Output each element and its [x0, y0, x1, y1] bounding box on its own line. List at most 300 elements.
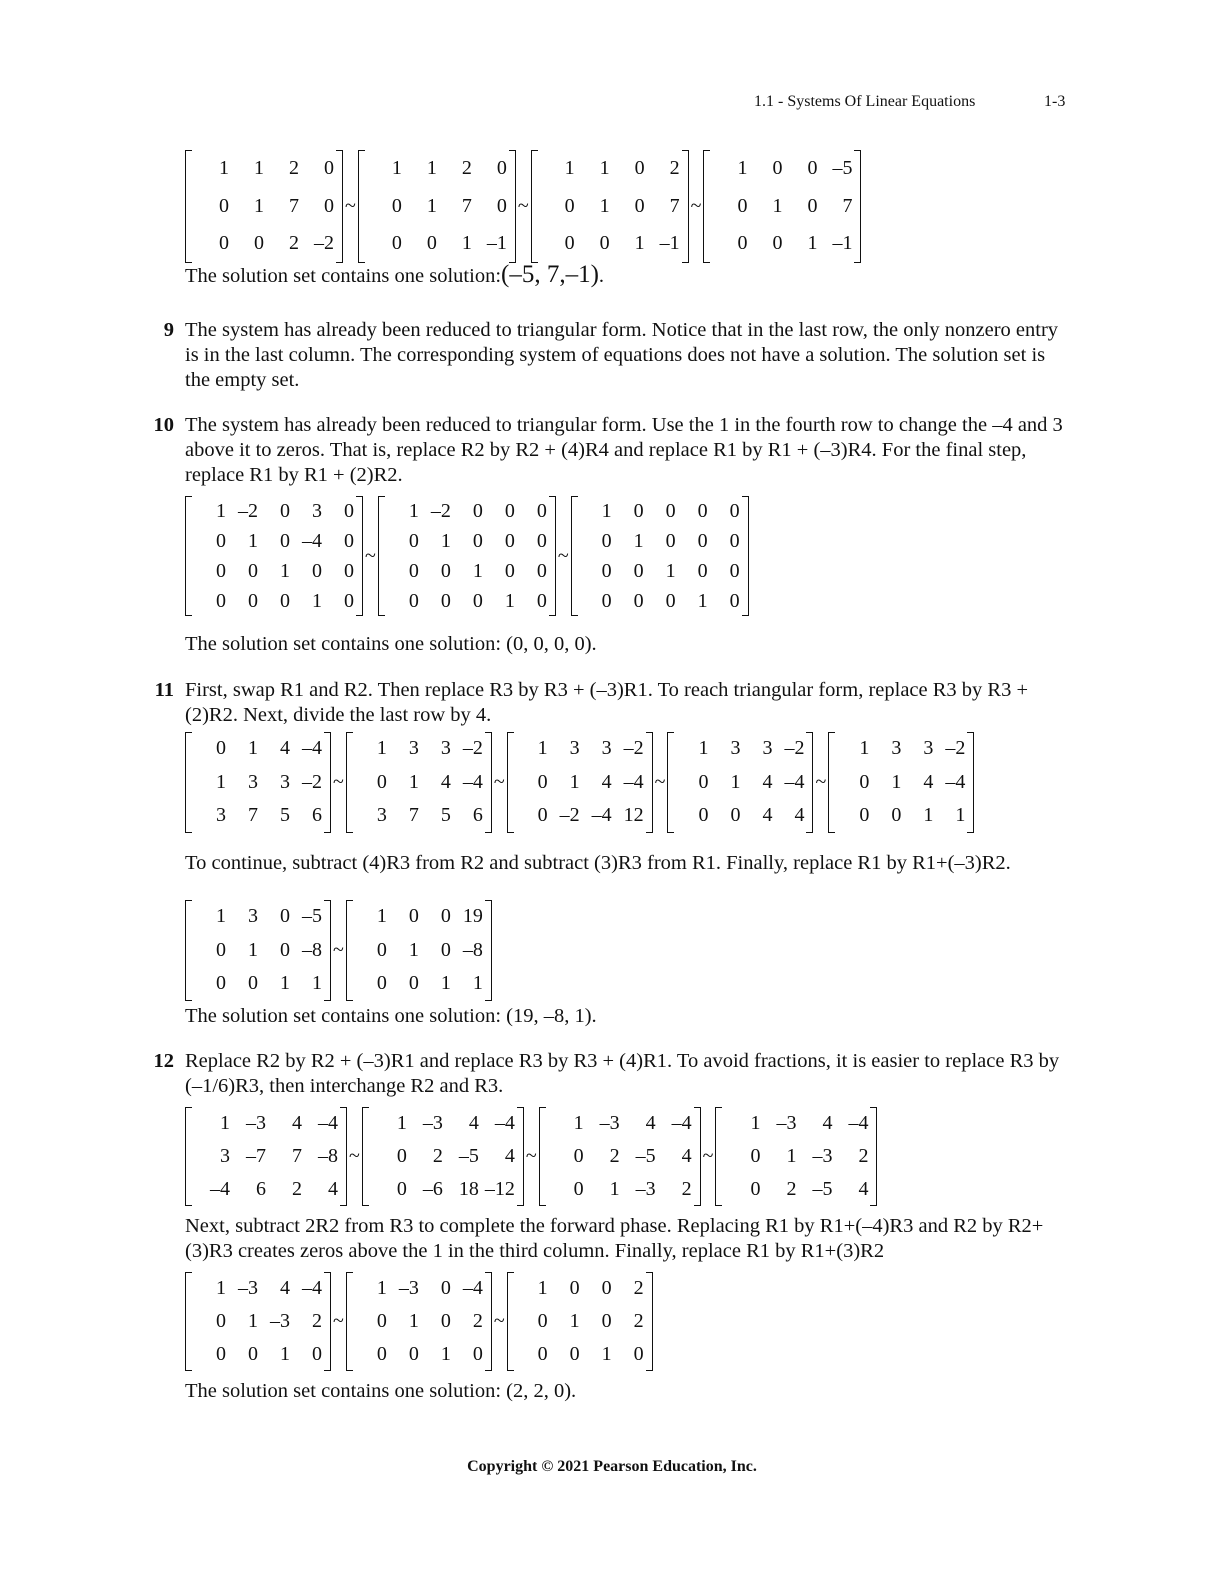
matrix-entry: 1: [280, 972, 290, 995]
matrix-entry: 0: [248, 972, 258, 995]
matrix-entry: 0: [280, 905, 290, 928]
matrix-entry: 1: [955, 804, 966, 827]
matrix-entry: 5: [280, 804, 290, 827]
matrix-entry: 0: [859, 770, 870, 793]
solution-10: The solution set contains one solution: (0, 0, 0, 0).: [185, 633, 597, 655]
matrix-entry: 1: [312, 589, 322, 612]
matrix-chain-problem-12b: [185, 1272, 653, 1371]
matrix-entry: 3: [248, 770, 258, 793]
matrix-entry: 0: [472, 529, 483, 552]
matrix-entry: 0: [344, 589, 354, 612]
matrix-entry: 7: [461, 194, 472, 217]
matrix-entry: 2: [633, 1310, 644, 1332]
matrix-entry: 0: [248, 559, 258, 582]
row-equivalence-tilde: ~: [525, 1145, 537, 1167]
matrix-entry: 1: [248, 737, 258, 760]
matrix-entry: 0: [496, 194, 507, 217]
matrix-entry: 4: [292, 1112, 302, 1134]
matrix-entry: 6: [256, 1178, 266, 1200]
matrix-entry: 2: [289, 157, 299, 180]
matrix-entry: 1: [472, 559, 483, 582]
matrix-entry: 4: [762, 770, 773, 793]
matrix-entry: 0: [537, 804, 548, 827]
row-equivalence-tilde: ~: [345, 194, 356, 217]
matrix-chain-problem-11a: [185, 732, 974, 833]
matrix-entry: 1: [472, 972, 483, 995]
matrix-entry: 2: [858, 1145, 869, 1167]
matrix-entry: 1: [440, 529, 451, 552]
matrix-entry: 3: [730, 737, 741, 760]
matrix-entry: 0: [536, 499, 547, 522]
row-equivalence-tilde: ~: [365, 544, 376, 567]
matrix-entry: 1: [537, 1277, 548, 1299]
matrix-entry: 0: [564, 194, 575, 217]
matrix-entry: 4: [601, 770, 612, 793]
matrix-entry: 0: [408, 1343, 419, 1365]
matrix-entry: 4: [280, 737, 290, 760]
augmented-matrix: [539, 1107, 701, 1206]
solution-8-close: ): [590, 261, 599, 288]
matrix-entry: 4: [762, 804, 773, 827]
matrix-entry: 0: [634, 194, 645, 217]
matrix-entry: –3: [270, 1310, 290, 1332]
matrix-entry: –1: [659, 232, 680, 255]
matrix-entry: 1: [408, 1310, 419, 1332]
matrix-entry: 0: [601, 589, 612, 612]
matrix-entry: 7: [292, 1145, 302, 1167]
matrix-entry: 18: [458, 1178, 479, 1200]
matrix-entry: 2: [472, 1310, 483, 1332]
matrix-entry: 0: [312, 559, 322, 582]
augmented-matrix: [703, 150, 861, 263]
matrix-entry: 0: [216, 1310, 226, 1332]
matrix-entry: –2: [623, 737, 644, 760]
matrix-entry: 0: [573, 1178, 584, 1200]
matrix-entry: 0: [219, 232, 229, 255]
augmented-matrix: [507, 1272, 653, 1371]
matrix-entry: 0: [537, 1343, 548, 1365]
augmented-matrix: [346, 732, 492, 833]
matrix-entry: 0: [573, 1145, 584, 1167]
row-equivalence-tilde: ~: [349, 1145, 360, 1167]
matrix-entry: 1: [254, 157, 264, 180]
matrix-entry: 4: [822, 1112, 833, 1134]
matrix-entry: 0: [391, 194, 402, 217]
matrix-entry: 0: [376, 770, 387, 793]
matrix-entry: 0: [698, 770, 709, 793]
matrix-entry: 2: [461, 157, 472, 180]
augmented-matrix: [185, 150, 343, 263]
matrix-entry: 3: [569, 737, 580, 760]
matrix-entry: 1: [923, 804, 934, 827]
copyright-footer: Copyright © 2021 Pearson Education, Inc.: [467, 1458, 757, 1475]
matrix-entry: 7: [669, 194, 680, 217]
row-equivalence-tilde: ~: [557, 544, 569, 567]
matrix-entry: 0: [472, 589, 483, 612]
matrix-entry: 0: [633, 589, 644, 612]
matrix-entry: 0: [472, 499, 483, 522]
solution-8-end: .: [598, 265, 605, 287]
matrix-entry: 1: [730, 770, 741, 793]
matrix-entry: 0: [537, 1310, 548, 1332]
matrix-entry: –4: [318, 1112, 338, 1134]
augmented-matrix: [715, 1107, 877, 1206]
matrix-entry: 0: [750, 1178, 761, 1200]
matrix-entry: 4: [858, 1178, 869, 1200]
problem-11-continue: To continue, subtract (4)R3 from R2 and subtract (3)R3 from R1. Finally, replace R1 by R1+(–3)R2.: [185, 852, 1011, 874]
matrix-entry: 0: [280, 938, 290, 961]
augmented-matrix: [346, 900, 492, 1001]
matrix-entry: 0: [376, 1343, 387, 1365]
matrix-entry: 4: [681, 1145, 692, 1167]
matrix-entry: 0: [697, 529, 708, 552]
matrix-entry: 0: [807, 157, 818, 180]
matrix-entry: –1: [832, 232, 853, 255]
matrix-entry: 0: [216, 559, 226, 582]
matrix-entry: 1: [216, 1277, 226, 1299]
matrix-chain-problem-10: [185, 496, 749, 616]
matrix-entry: 1: [408, 499, 419, 522]
matrix-entry: 0: [216, 529, 226, 552]
matrix-entry: 1: [426, 194, 437, 217]
matrix-entry: 1: [772, 194, 783, 217]
matrix-entry: 3: [376, 804, 387, 827]
matrix-entry: 0: [891, 804, 902, 827]
matrix-entry: –2: [314, 232, 334, 255]
matrix-entry: –12: [484, 1178, 515, 1200]
matrix-entry: –2: [945, 737, 966, 760]
matrix-entry: 1: [737, 157, 748, 180]
matrix-entry: 5: [440, 804, 451, 827]
matrix-entry: 0: [564, 232, 575, 255]
matrix-entry: –2: [784, 737, 805, 760]
matrix-entry: 1: [396, 1112, 407, 1134]
matrix-entry: 1: [376, 737, 387, 760]
matrix-entry: 0: [216, 737, 226, 760]
matrix-entry: 1: [599, 194, 610, 217]
matrix-entry: –4: [462, 1277, 483, 1299]
matrix-entry: 4: [645, 1112, 656, 1134]
matrix-entry: 0: [504, 499, 515, 522]
matrix-entry: –5: [812, 1178, 833, 1200]
matrix-entry: 0: [665, 589, 676, 612]
matrix-entry: 1: [248, 938, 258, 961]
matrix-entry: –3: [246, 1112, 266, 1134]
matrix-entry: 1: [633, 529, 644, 552]
matrix-entry: 19: [462, 905, 483, 928]
augmented-matrix: [362, 1107, 524, 1206]
matrix-entry: 0: [376, 1310, 387, 1332]
matrix-entry: 3: [408, 737, 419, 760]
matrix-entry: 0: [408, 529, 419, 552]
matrix-entry: –6: [422, 1178, 443, 1200]
matrix-chain-problem-8: [185, 150, 861, 263]
solution-8: [185, 262, 1085, 289]
matrix-entry: 3: [923, 737, 934, 760]
matrix-entry: 1: [220, 1112, 230, 1134]
matrix-entry: 0: [219, 194, 229, 217]
matrix-entry: 1: [376, 905, 387, 928]
matrix-entry: 0: [737, 194, 748, 217]
matrix-entry: 0: [569, 1343, 580, 1365]
matrix-entry: 1: [609, 1178, 620, 1200]
matrix-entry: 0: [633, 559, 644, 582]
matrix-entry: 0: [408, 905, 419, 928]
solution-12: The solution set contains one solution: (2, 2, 0).: [185, 1380, 577, 1402]
matrix-entry: 0: [633, 499, 644, 522]
matrix-entry: 0: [440, 589, 451, 612]
matrix-entry: 0: [472, 1343, 483, 1365]
matrix-entry: –4: [302, 737, 322, 760]
matrix-entry: 2: [681, 1178, 692, 1200]
augmented-matrix: [828, 732, 974, 833]
matrix-entry: 0: [312, 1343, 322, 1365]
augmented-matrix: [507, 732, 653, 833]
matrix-entry: 1: [408, 938, 419, 961]
augmented-matrix: [571, 496, 749, 616]
matrix-entry: 1: [280, 1343, 290, 1365]
problem-10-text: The system has already been reduced to triangular form. Use the 1 in the fourth row to change the –4 and 3 above it to zeros. That is, replace R2 by R2 + (4)R4 and replace R1 by R1 + (–3)R4. For the final step, replace R1 by R1 + (2)R2.: [185, 414, 1063, 486]
matrix-entry: 0: [440, 1277, 451, 1299]
matrix-entry: –5: [458, 1145, 479, 1167]
matrix-chain-problem-12a: [185, 1107, 877, 1206]
matrix-entry: 1: [569, 770, 580, 793]
matrix-entry: 1: [504, 589, 515, 612]
matrix-entry: 0: [324, 157, 334, 180]
matrix-entry: 1: [697, 589, 708, 612]
matrix-entry: 0: [772, 232, 783, 255]
matrix-entry: 1: [280, 559, 290, 582]
augmented-matrix: [185, 1107, 347, 1206]
matrix-entry: 0: [440, 905, 451, 928]
matrix-entry: 0: [396, 1145, 407, 1167]
matrix-entry: 1: [564, 157, 575, 180]
solution-8-open: (: [501, 261, 510, 288]
matrix-entry: 0: [537, 770, 548, 793]
matrix-entry: 0: [248, 1343, 258, 1365]
solution-8-prefix: The solution set contains one solution:: [185, 265, 502, 287]
matrix-entry: 1: [219, 157, 229, 180]
augmented-matrix: [185, 1272, 331, 1371]
row-equivalence-tilde: ~: [702, 1145, 714, 1167]
problem-number-11: 11: [154, 679, 174, 701]
matrix-entry: 1: [665, 559, 676, 582]
matrix-entry: –4: [848, 1112, 869, 1134]
matrix-entry: 0: [859, 804, 870, 827]
matrix-entry: –3: [599, 1112, 620, 1134]
matrix-entry: 1: [440, 972, 451, 995]
matrix-entry: 2: [289, 232, 299, 255]
matrix-entry: 0: [344, 529, 354, 552]
matrix-entry: –3: [238, 1277, 258, 1299]
matrix-entry: 2: [633, 1277, 644, 1299]
row-equivalence-tilde: ~: [333, 938, 344, 961]
problem-number-9: 9: [163, 319, 174, 341]
matrix-entry: 3: [891, 737, 902, 760]
matrix-entry: 3: [216, 804, 226, 827]
matrix-entry: –3: [776, 1112, 797, 1134]
matrix-entry: 4: [468, 1112, 479, 1134]
matrix-entry: –2: [559, 804, 580, 827]
matrix-entry: 4: [440, 770, 451, 793]
matrix-entry: 1: [750, 1112, 761, 1134]
matrix-entry: –3: [635, 1178, 656, 1200]
matrix-entry: 0: [729, 589, 740, 612]
page-number: 1-3: [1044, 93, 1066, 110]
matrix-entry: 0: [697, 559, 708, 582]
matrix-entry: 0: [408, 559, 419, 582]
augmented-matrix: [667, 732, 813, 833]
matrix-entry: 0: [698, 804, 709, 827]
matrix-entry: 7: [248, 804, 258, 827]
matrix-entry: 7: [408, 804, 419, 827]
matrix-entry: 0: [536, 559, 547, 582]
matrix-entry: 0: [536, 529, 547, 552]
problem-12-continue: Next, subtract 2R2 from R3 to complete the forward phase. Replacing R1 by R1+(–4)R3 and R2 by R2+(3)R3 creates zeros above the 1 in the third column. Finally, replace R1 by R1+(3)R2: [185, 1215, 1044, 1262]
matrix-entry: 0: [216, 938, 226, 961]
matrix-entry: 0: [408, 972, 419, 995]
matrix-entry: 1: [254, 194, 264, 217]
matrix-entry: 4: [328, 1178, 338, 1200]
matrix-entry: 2: [312, 1310, 322, 1332]
matrix-entry: 4: [794, 804, 805, 827]
matrix-entry: –5: [302, 905, 322, 928]
matrix-entry: –4: [494, 1112, 515, 1134]
matrix-entry: 0: [807, 194, 818, 217]
matrix-entry: 1: [786, 1145, 797, 1167]
matrix-entry: 0: [730, 804, 741, 827]
matrix-entry: 1: [391, 157, 402, 180]
matrix-entry: 7: [289, 194, 299, 217]
matrix-entry: 0: [396, 1178, 407, 1200]
matrix-entry: 0: [504, 559, 515, 582]
matrix-entry: 2: [292, 1178, 302, 1200]
matrix-entry: 3: [248, 905, 258, 928]
matrix-entry: 1: [891, 770, 902, 793]
matrix-entry: 0: [633, 1343, 644, 1365]
matrix-entry: 1: [461, 232, 472, 255]
matrix-entry: 0: [772, 157, 783, 180]
matrix-entry: 0: [599, 232, 610, 255]
matrix-entry: 1: [807, 232, 818, 255]
matrix-entry: 1: [426, 157, 437, 180]
augmented-matrix: [185, 732, 331, 833]
matrix-entry: 0: [601, 529, 612, 552]
matrix-entry: –4: [945, 770, 966, 793]
matrix-entry: 1: [408, 770, 419, 793]
problem-number-10: 10: [153, 414, 174, 436]
matrix-entry: 1: [601, 499, 612, 522]
matrix-entry: –1: [486, 232, 507, 255]
matrix-entry: 0: [324, 194, 334, 217]
matrix-entry: 3: [762, 737, 773, 760]
row-equivalence-tilde: ~: [815, 770, 827, 793]
matrix-entry: 0: [665, 529, 676, 552]
row-equivalence-tilde: ~: [517, 194, 529, 217]
matrix-entry: 0: [408, 589, 419, 612]
matrix-entry: 1: [248, 529, 258, 552]
matrix-entry: –7: [246, 1145, 266, 1167]
matrix-entry: 0: [536, 589, 547, 612]
matrix-entry: 1: [216, 499, 226, 522]
matrix-entry: 0: [601, 1310, 612, 1332]
matrix-entry: –4: [210, 1178, 230, 1200]
augmented-matrix: [185, 900, 331, 1001]
matrix-entry: 3: [312, 499, 322, 522]
matrix-entry: –2: [430, 499, 451, 522]
matrix-entry: 0: [729, 529, 740, 552]
row-equivalence-tilde: ~: [690, 194, 702, 217]
matrix-entry: 12: [623, 804, 644, 827]
matrix-entry: –3: [812, 1145, 833, 1167]
matrix-entry: –8: [302, 938, 322, 961]
matrix-entry: –8: [318, 1145, 338, 1167]
augmented-matrix: [185, 496, 363, 616]
solution-11: The solution set contains one solution: (19, –8, 1).: [185, 1005, 597, 1027]
matrix-entry: 0: [569, 1277, 580, 1299]
matrix-entry: 1: [599, 157, 610, 180]
matrix-entry: –2: [302, 770, 322, 793]
matrix-entry: 0: [280, 529, 290, 552]
matrix-entry: 1: [216, 770, 226, 793]
augmented-matrix: [358, 150, 516, 263]
matrix-entry: 0: [440, 938, 451, 961]
matrix-entry: 1: [216, 905, 226, 928]
matrix-entry: 0: [280, 499, 290, 522]
matrix-entry: 0: [697, 499, 708, 522]
matrix-entry: 2: [432, 1145, 443, 1167]
matrix-entry: –4: [623, 770, 644, 793]
matrix-entry: –3: [398, 1277, 419, 1299]
matrix-entry: 0: [216, 972, 226, 995]
row-equivalence-tilde: ~: [493, 770, 505, 793]
matrix-entry: 0: [750, 1145, 761, 1167]
row-equivalence-tilde: ~: [493, 1310, 505, 1332]
matrix-entry: 0: [344, 499, 354, 522]
matrix-entry: 0: [280, 589, 290, 612]
matrix-entry: 1: [440, 1343, 451, 1365]
matrix-entry: 0: [216, 1343, 226, 1365]
matrix-entry: –4: [671, 1112, 692, 1134]
matrix-entry: 0: [426, 232, 437, 255]
matrix-entry: –5: [832, 157, 853, 180]
matrix-entry: 1: [312, 972, 322, 995]
matrix-entry: 1: [248, 1310, 258, 1332]
matrix-entry: –4: [784, 770, 805, 793]
matrix-entry: 3: [280, 770, 290, 793]
matrix-entry: 6: [312, 804, 322, 827]
matrix-entry: 1: [698, 737, 709, 760]
matrix-entry: 0: [248, 589, 258, 612]
matrix-entry: –4: [591, 804, 612, 827]
matrix-entry: 0: [737, 232, 748, 255]
problem-9-text: The system has already been reduced to triangular form. Notice that in the last row, the only nonzero entry is in the last column. The corresponding system of equations does not have a solution. The solution set is the empty set.: [185, 319, 1059, 391]
matrix-entry: 2: [786, 1178, 797, 1200]
problem-number-12: 12: [153, 1050, 174, 1072]
augmented-matrix: [378, 496, 556, 616]
matrix-entry: 6: [472, 804, 483, 827]
matrix-entry: –4: [462, 770, 483, 793]
matrix-entry: 1: [537, 737, 548, 760]
matrix-entry: 0: [504, 529, 515, 552]
matrix-chain-problem-11b: [185, 900, 492, 1001]
matrix-entry: –5: [635, 1145, 656, 1167]
problem-11-text: First, swap R1 and R2. Then replace R3 by R3 + (–3)R1. To reach triangular form, replace R3 by R3 + (2)R2. Next, divide the last row by 4.: [185, 679, 1029, 726]
matrix-entry: 0: [729, 559, 740, 582]
matrix-entry: 1: [569, 1310, 580, 1332]
matrix-entry: 0: [391, 232, 402, 255]
matrix-entry: 0: [729, 499, 740, 522]
